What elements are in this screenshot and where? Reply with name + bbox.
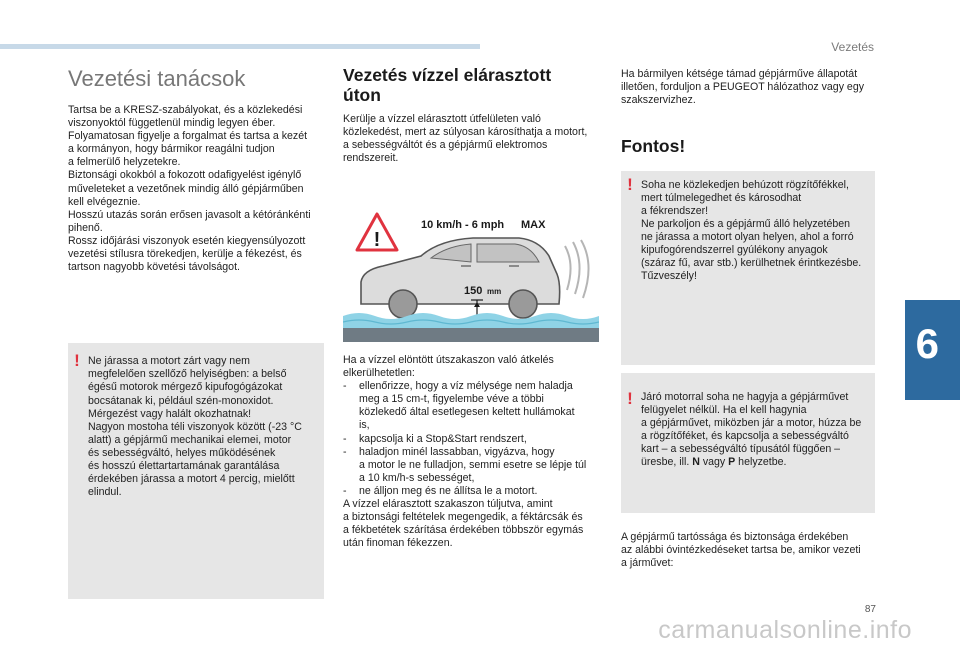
text-line: érdekében járassa a motort 4 percig, mielőtt [88, 473, 295, 486]
column-important [621, 68, 875, 570]
text-line [641, 456, 871, 469]
text-line: Mérgezést vagy halált okozhatnak! [88, 407, 252, 420]
text-line: közlekedést, mert az súlyosan károsíthatja a motort, [343, 126, 588, 139]
text-line: a fékrendszer! [641, 204, 709, 217]
text-line: a fékbetétek szárítása érdekében többször egymás [343, 524, 584, 537]
text-line: Tűzveszély! [641, 270, 697, 283]
text-line: Folyamatosan figyelje a forgalmat és tartsa a kezét [68, 130, 308, 143]
text-line: a rögzítőféket, és kapcsolja a sebességváltó [641, 430, 849, 443]
text-line: tartson nagyobb követési távolságot. [68, 261, 240, 274]
text-line: meg a 15 cm-t, figyelembe véve a többi [359, 393, 544, 406]
text-line: - haladjon minél lassabban, vigyázva, hogy [359, 445, 555, 458]
text-line: és hosszú élettartartamának garantálása [88, 459, 280, 472]
text-line: Nagyon mostoha téli viszonyok között (-23 °C [88, 420, 302, 433]
flooded-road-title [343, 66, 601, 105]
text-line: kipufogórendszerrel gyúlékony anyagok [641, 244, 828, 257]
driving-advice-text [68, 104, 324, 274]
gear-n-label: N [692, 456, 700, 469]
max-label: MAX [521, 219, 546, 231]
column-driving-advice [68, 66, 324, 599]
text-line: a motor le ne fulladjon, semmi esetre se lépje túl [359, 458, 587, 471]
page-number: 87 [864, 604, 876, 615]
text-line: Rossz időjárási viszonyok esetén kiegyensúlyozott [68, 234, 306, 247]
warning-exclamation-icon: ! [74, 351, 80, 371]
text-line: - ne álljon meg és ne állítsa le a motort. [359, 484, 538, 497]
text-line: műveleteket a vezetőnek mindig álló gépjárműben [68, 182, 304, 195]
text-line: a felmerülő helyzetekre. [68, 156, 181, 169]
text-line: kart – a sebességváltó típusától függően – [641, 443, 841, 456]
text-line: Hosszú utazás során erősen javasolt a kétóránkénti [68, 208, 311, 221]
text-line: is, [359, 419, 370, 432]
text-line: után finoman fékezzen. [343, 537, 453, 550]
driving-advice-title: Vezetési tanácsok [68, 66, 246, 91]
text-line: illetően, forduljon a PEUGEOT hálózathoz vagy egy [621, 81, 865, 94]
text-line: (száraz fű, avar stb.) kerülhetnek érintkezésbe. [641, 257, 862, 270]
text-line: Ha bármilyen kétsége támad gépjárműve állapotát [621, 68, 858, 80]
text-line: megfelelően szellőző helyiségben: a belső [88, 368, 287, 381]
text-line: elkerülhetetlen: [343, 367, 415, 380]
svg-text:!: ! [373, 229, 381, 251]
important-title: Fontos! [621, 136, 686, 157]
text-line: Ha a vízzel elöntött útszakaszon való átkelés [343, 354, 554, 366]
text-line: az alábbi óvintézkedéseket tartsa be, amikor vezeti [621, 543, 861, 556]
text-line: Kerülje a vízzel elárasztott útfelületen való [343, 113, 541, 125]
text-line: mert túlmelegedhet és károsodhat [641, 191, 802, 204]
text-line: - ellenőrizze, hogy a víz mélysége nem haladja [359, 380, 573, 393]
text-line: alatt) a gépjármű mechanikai elemei, motor [88, 433, 292, 446]
title-line: úton [343, 84, 381, 105]
text-line: bocsátanak ki, például szén-monoxidot. [88, 394, 274, 407]
text-line: a gépjárművet, miközben jár a motor, húzza be [641, 416, 862, 429]
text-line: ne járassa a motort olyan helyen, ahol a forró [641, 231, 854, 244]
text-line: vezetési stílusra törekedjen, kerülje a fékezést, és [68, 248, 302, 261]
chapter-number: 6 [915, 320, 939, 367]
section-label: Vezetés [831, 40, 874, 54]
text-line: a kormányon, hogy bármikor reagálni tudjon [68, 143, 275, 156]
depth-unit: mm [487, 287, 502, 296]
text-fragment: üresbe, ill. [641, 456, 693, 469]
text-line: viszonyoktól függetlenül mindig legyen éber. [68, 117, 276, 130]
text-line: A vízzel elárasztott szakaszon túljutva, amint [343, 498, 553, 511]
text-line: Járó motorral soha ne hagyja a gépjárművet [641, 390, 849, 403]
text-line: a járművet: [621, 556, 674, 569]
text-line: Soha ne közlekedjen behúzott rögzítőfékkel, [641, 178, 849, 191]
depth-value: 150 [464, 285, 483, 297]
list-item [343, 433, 601, 446]
running-engine-warning-box [621, 373, 875, 513]
text-line: a 10 km/h-s sebességet, [359, 471, 475, 484]
text-line: közlekedő által esetlegesen keltett hullámokat [359, 406, 575, 419]
text-fragment: vagy [699, 456, 729, 469]
watermark: carmanualsonline.info [658, 616, 912, 644]
network-advice-text [621, 68, 875, 107]
flooded-road-bullets [343, 380, 601, 498]
text-line: pihenő. [68, 221, 103, 234]
warning-exclamation-icon: ! [627, 388, 633, 408]
text-line: égésű motorok mérgező kipufogógázokat [88, 381, 283, 394]
durability-advice-text [621, 531, 875, 570]
column-flooded-road [343, 66, 601, 165]
text-line: Ne parkoljon és a gépjármű álló helyzetében [641, 218, 851, 231]
parking-brake-warning-box [621, 171, 875, 365]
flooded-road-body [343, 354, 601, 550]
list-item [343, 380, 601, 432]
text-line: a sebességváltót és a gépjármű elektromos [343, 139, 548, 152]
text-line: rendszereit. [343, 152, 399, 165]
text-line: szakszervizhez. [621, 94, 696, 107]
text-line: Biztonsági okokból a fokozott odafigyelést igénylő [68, 169, 302, 182]
text-line: A gépjármű tartóssága és biztonsága érdekében [621, 530, 849, 543]
text-line: és sebességváltó, helyes működésének [88, 446, 276, 459]
engine-warning-box [68, 343, 324, 599]
warning-exclamation-icon: ! [627, 174, 633, 194]
text-line: elindul. [88, 486, 122, 499]
list-item [343, 485, 601, 498]
list-item [343, 446, 601, 485]
text-fragment: helyzetbe. [735, 456, 787, 469]
text-line: Tartsa be a KRESZ-szabályokat, és a közlekedési [68, 104, 303, 116]
text-line: - kapcsolja ki a Stop&Start rendszert, [359, 432, 527, 445]
text-line: kell elvégeznie. [68, 195, 141, 208]
speed-limit-label: 10 km/h - 6 mph [421, 219, 505, 231]
text-line: a biztonsági feltételek megengedik, a féktárcsák és [343, 511, 583, 524]
header-accent-bar [0, 44, 480, 49]
title-line: Vezetés vízzel elárasztott [343, 65, 552, 85]
flooded-road-intro [343, 113, 601, 165]
flooded-road-illustration [343, 204, 599, 342]
text-line: felügyelet nélkül. Ha el kell hagynia [641, 403, 807, 416]
gear-p-label: P [728, 456, 736, 469]
text-line: Ne járassa a motort zárt vagy nem [88, 355, 250, 368]
